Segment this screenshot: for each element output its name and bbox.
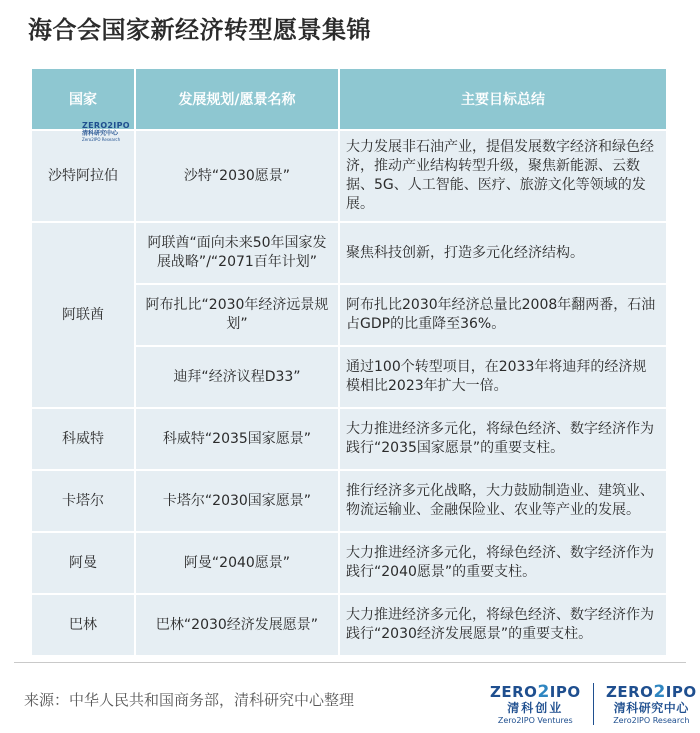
goal-cell: 推行经济多元化战略，大力鼓励制造业、建筑业、物流运输业、金融保险业、农业等产业的发展。 <box>339 470 667 532</box>
country-cell: 巴林 <box>31 594 135 656</box>
logo-cn: 清科创业 <box>507 701 564 715</box>
table-row <box>31 594 667 656</box>
page-title: 海合会国家新经济转型愿景集锦 <box>28 16 371 44</box>
goal-cell: 大力推进经济多元化，将绿色经济、数字经济作为践行“2040愿景”的重要支柱。 <box>339 532 667 594</box>
watermark-logo-text: ZERO2IPO <box>82 121 130 130</box>
table-row <box>31 222 667 284</box>
goal-cell: 阿布扎比2030年经济总量比2008年翻两番，石油占GDP的比重降至36%。 <box>339 284 667 346</box>
plan-cell: 卡塔尔“2030国家愿景” <box>135 470 339 532</box>
table-row <box>31 130 667 222</box>
logo-en: Zero2IPO Research <box>613 716 690 725</box>
logo-separator <box>593 683 594 725</box>
country-cell: 阿曼 <box>31 532 135 594</box>
goal-cell: 大力推进经济多元化，将绿色经济、数字经济作为践行“2035国家愿景”的重要支柱。 <box>339 408 667 470</box>
goal-cell: 通过100个转型项目，在2033年将迪拜的经济规模相比2023年扩大一倍。 <box>339 346 667 408</box>
zero2ipo-ventures-logo <box>490 682 581 726</box>
plan-cell: 迪拜“经济议程D33” <box>135 346 339 408</box>
table-row <box>31 470 667 532</box>
table-row <box>31 532 667 594</box>
header-country: 国家 <box>31 68 135 130</box>
plan-cell: 科威特“2035国家愿景” <box>135 408 339 470</box>
country-cell: 沙特阿拉伯 <box>31 130 135 222</box>
logo-wordmark: ZERO2IPO <box>490 682 581 702</box>
country-cell: 卡塔尔 <box>31 470 135 532</box>
watermark-logo <box>82 121 130 145</box>
header-goal: 主要目标总结 <box>339 68 667 130</box>
gcc-vision-table <box>30 67 668 657</box>
source-note: 来源：中华人民共和国商务部，清科研究中心整理 <box>24 691 355 709</box>
footer-divider <box>14 662 686 663</box>
plan-cell: 阿曼“2040愿景” <box>135 532 339 594</box>
plan-cell: 阿布扎比“2030年经济远景规划” <box>135 284 339 346</box>
country-cell: 科威特 <box>31 408 135 470</box>
plan-cell: 巴林“2030经济发展愿景” <box>135 594 339 656</box>
zero2ipo-research-logo <box>606 682 697 726</box>
table-row <box>31 408 667 470</box>
header-plan: 发展规划/愿景名称 <box>135 68 339 130</box>
logo-wordmark: ZERO2IPO <box>606 682 697 702</box>
logo-en: Zero2IPO Ventures <box>497 716 573 725</box>
plan-cell: 沙特“2030愿景” <box>135 130 339 222</box>
watermark-en: Zero2IPO Research <box>82 137 121 142</box>
country-cell: 阿联酋 <box>31 222 135 408</box>
logo-cn: 清科研究中心 <box>613 701 689 715</box>
goal-cell: 聚焦科技创新，打造多元化经济结构。 <box>339 222 667 284</box>
watermark-cn: 清科研究中心 <box>82 130 119 137</box>
goal-cell: 大力发展非石油产业，提倡发展数字经济和绿色经济，推动产业结构转型升级，聚焦新能源、云数据、5G、人工智能、医疗、旅游文化等领域的发展。 <box>339 130 667 222</box>
plan-cell: 阿联酋“面向未来50年国家发展战略”/“2071百年计划” <box>135 222 339 284</box>
goal-cell: 大力推进经济多元化，将绿色经济、数字经济作为践行“2030经济发展愿景”的重要支柱。 <box>339 594 667 656</box>
